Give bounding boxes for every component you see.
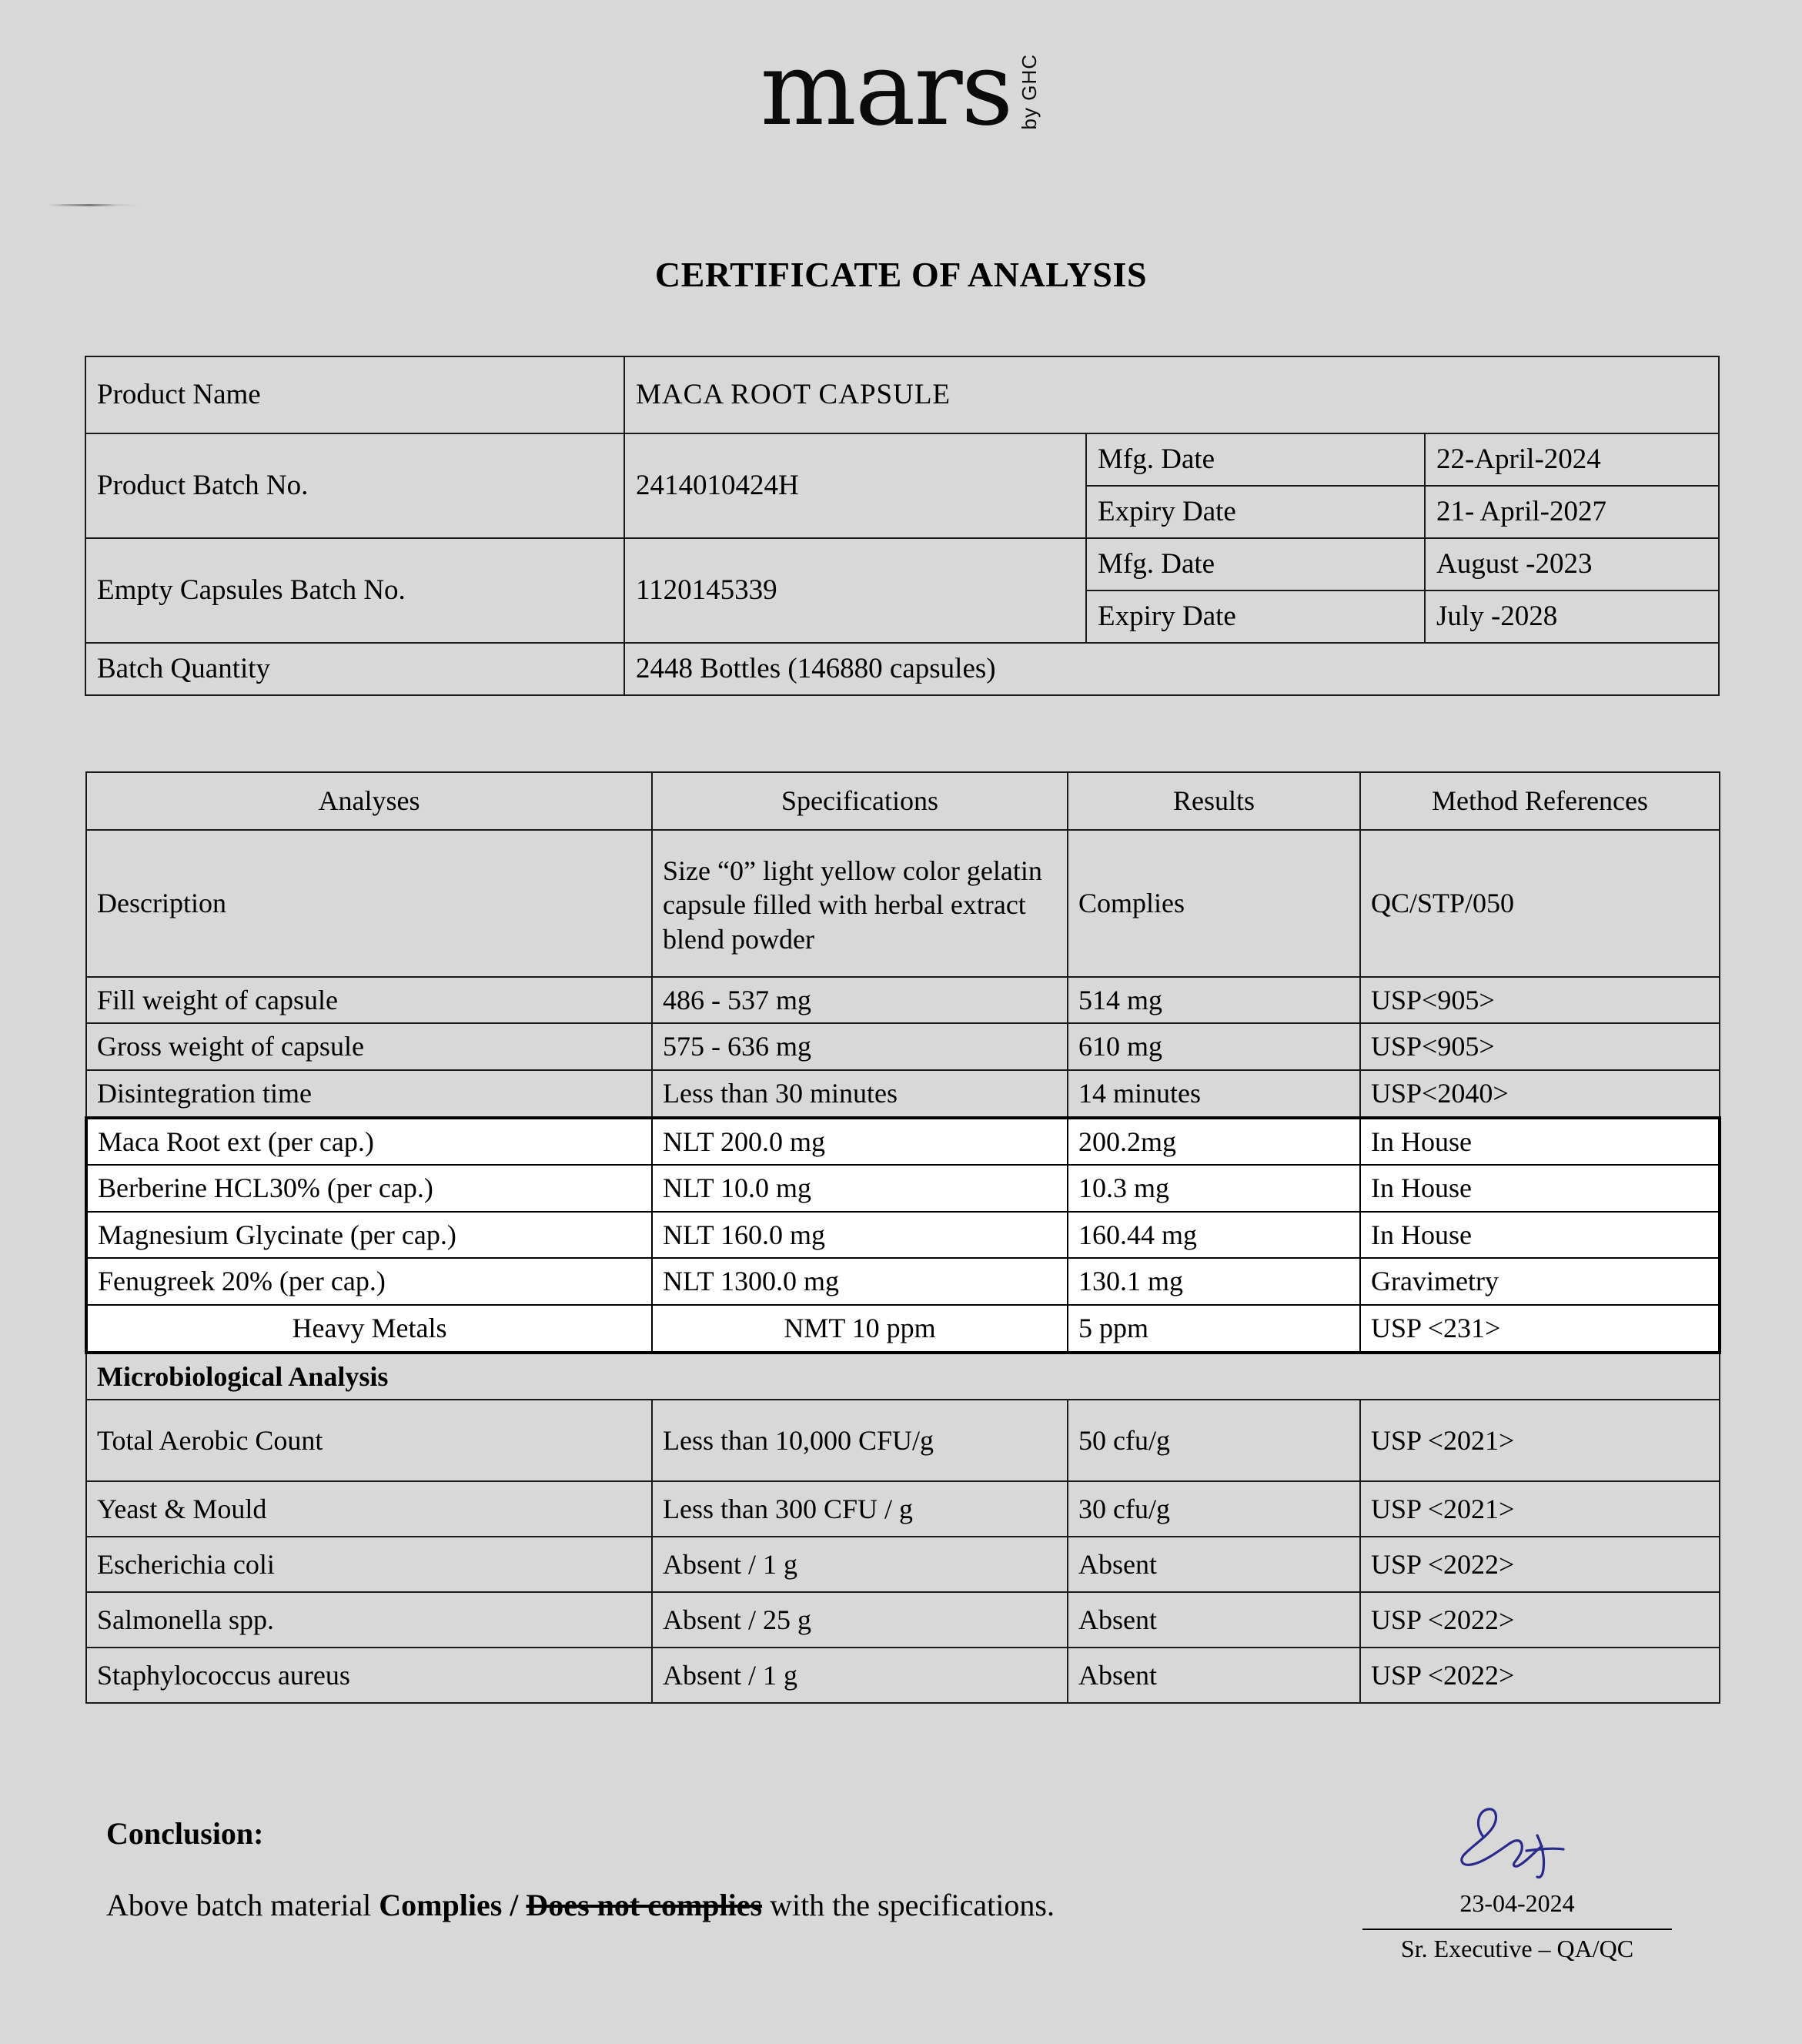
conclusion-statement <box>106 1887 1055 1923</box>
analysis-name: Fill weight of capsule <box>86 977 652 1024</box>
analysis-method: In House <box>1360 1118 1720 1166</box>
analysis-specification: Less than 30 minutes <box>652 1070 1068 1118</box>
product-batch-label: Product Batch No. <box>85 433 624 538</box>
product-name-label: Product Name <box>85 356 624 433</box>
analysis-method: USP <2022> <box>1360 1592 1720 1648</box>
product-mfg-date-value: 22-April-2024 <box>1425 433 1719 486</box>
product-expiry-date-value: 21- April-2027 <box>1425 486 1719 538</box>
analysis-result: 200.2mg <box>1068 1118 1360 1166</box>
table-row <box>85 538 1719 590</box>
page-title: CERTIFICATE OF ANALYSIS <box>654 255 1148 294</box>
capsule-expiry-date-value: July -2028 <box>1425 590 1719 643</box>
product-name-value: MACA ROOT CAPSULE <box>624 356 1719 433</box>
analysis-result: Absent <box>1068 1537 1360 1592</box>
analysis-name: Yeast & Mould <box>86 1481 652 1537</box>
analysis-method: USP <2022> <box>1360 1537 1720 1592</box>
table-row <box>86 1648 1720 1703</box>
analysis-name: Disintegration time <box>86 1070 652 1118</box>
analysis-specification: NLT 10.0 mg <box>652 1165 1068 1212</box>
analysis-specification: 486 - 537 mg <box>652 977 1068 1024</box>
analysis-method: In House <box>1360 1165 1720 1212</box>
conclusion-suffix: with the specifications. <box>762 1888 1055 1922</box>
analysis-specification: Size “0” light yellow color gelatin capsule filled with herbal extract blend powder <box>652 830 1068 977</box>
analysis-name: Maca Root ext (per cap.) <box>86 1118 652 1166</box>
analysis-name: Total Aerobic Count <box>86 1400 652 1481</box>
analysis-method: In House <box>1360 1212 1720 1259</box>
analysis-specification: 575 - 636 mg <box>652 1023 1068 1070</box>
signature-rule <box>1362 1929 1672 1930</box>
table-row <box>86 1400 1720 1481</box>
microbiological-section-row <box>86 1353 1720 1400</box>
table-row <box>86 1481 1720 1537</box>
analysis-method: Gravimetry <box>1360 1258 1720 1305</box>
signature-block <box>1352 1801 1683 1963</box>
analysis-result: 5 ppm <box>1068 1305 1360 1353</box>
analysis-result: Absent <box>1068 1648 1360 1703</box>
analysis-result: 610 mg <box>1068 1023 1360 1070</box>
table-row <box>85 356 1719 433</box>
scan-artifact-line <box>48 204 140 206</box>
table-row <box>85 643 1719 695</box>
analysis-method: USP<905> <box>1360 1023 1720 1070</box>
analysis-result: 130.1 mg <box>1068 1258 1360 1305</box>
conclusion-heading-colon: : <box>253 1816 264 1851</box>
analysis-result: 10.3 mg <box>1068 1165 1360 1212</box>
conclusion-prefix: Above batch material <box>106 1888 379 1922</box>
analysis-specification: Absent / 25 g <box>652 1592 1068 1648</box>
analysis-specification: Less than 300 CFU / g <box>652 1481 1068 1537</box>
table-row <box>86 1592 1720 1648</box>
column-header-results: Results <box>1068 772 1360 830</box>
product-info-table <box>85 356 1720 696</box>
analysis-specification: Absent / 1 g <box>652 1648 1068 1703</box>
table-row <box>86 1258 1720 1305</box>
handwritten-signature <box>1440 1801 1594 1886</box>
table-row <box>86 977 1720 1024</box>
conclusion-does-not-comply-struck: Does not complies <box>526 1888 763 1922</box>
batch-quantity-label: Batch Quantity <box>85 643 624 695</box>
analysis-method: USP <2021> <box>1360 1400 1720 1481</box>
capsule-mfg-date-value: August -2023 <box>1425 538 1719 590</box>
analysis-result: 14 minutes <box>1068 1070 1360 1118</box>
column-header-specifications: Specifications <box>652 772 1068 830</box>
analysis-specification: NMT 10 ppm <box>652 1305 1068 1353</box>
analysis-name: Magnesium Glycinate (per cap.) <box>86 1212 652 1259</box>
signature-role: Sr. Executive – QA/QC <box>1400 1935 1634 1962</box>
table-row <box>86 830 1720 977</box>
product-batch-value: 2414010424H <box>624 433 1086 538</box>
table-header-row <box>86 772 1720 830</box>
brand-logo <box>0 30 1802 149</box>
analysis-specification: Absent / 1 g <box>652 1537 1068 1592</box>
conclusion-complies: Complies <box>379 1888 503 1922</box>
analysis-specification: Less than 10,000 CFU/g <box>652 1400 1068 1481</box>
analysis-specification: NLT 1300.0 mg <box>652 1258 1068 1305</box>
conclusion-separator: / <box>502 1888 527 1922</box>
analysis-name: Fenugreek 20% (per cap.) <box>86 1258 652 1305</box>
analysis-specification: NLT 160.0 mg <box>652 1212 1068 1259</box>
table-row <box>86 1305 1720 1353</box>
analyses-results-table <box>85 771 1721 1704</box>
analysis-method: USP<2040> <box>1360 1070 1720 1118</box>
column-header-method: Method References <box>1360 772 1720 830</box>
table-row <box>86 1212 1720 1259</box>
analysis-name: Salmonella spp. <box>86 1592 652 1648</box>
table-row <box>86 1537 1720 1592</box>
analysis-name: Heavy Metals <box>86 1305 652 1353</box>
analysis-result: Complies <box>1068 830 1360 977</box>
product-expiry-date-label: Expiry Date <box>1086 486 1425 538</box>
analysis-method: USP <2022> <box>1360 1648 1720 1703</box>
analysis-method: USP <2021> <box>1360 1481 1720 1537</box>
table-row <box>86 1070 1720 1118</box>
analysis-result: Absent <box>1068 1592 1360 1648</box>
analysis-result: 30 cfu/g <box>1068 1481 1360 1537</box>
product-mfg-date-label: Mfg. Date <box>1086 433 1425 486</box>
analysis-name: Gross weight of capsule <box>86 1023 652 1070</box>
analysis-name: Berberine HCL30% (per cap.) <box>86 1165 652 1212</box>
table-row <box>86 1118 1720 1166</box>
conclusion-section <box>106 1815 1055 1923</box>
capsule-expiry-date-label: Expiry Date <box>1086 590 1425 643</box>
analysis-name: Escherichia coli <box>86 1537 652 1592</box>
analysis-result: 514 mg <box>1068 977 1360 1024</box>
conclusion-heading-text: Conclusion <box>106 1816 254 1851</box>
analysis-method: USP <231> <box>1360 1305 1720 1353</box>
analysis-method: USP<905> <box>1360 977 1720 1024</box>
analysis-name: Description <box>86 830 652 977</box>
empty-capsule-batch-label: Empty Capsules Batch No. <box>85 538 624 643</box>
microbiological-section-label: Microbiological Analysis <box>86 1353 1720 1400</box>
table-row <box>86 1165 1720 1212</box>
conclusion-heading <box>106 1815 1055 1852</box>
signature-date: 23-04-2024 <box>1459 1889 1575 1917</box>
analysis-result: 50 cfu/g <box>1068 1400 1360 1481</box>
brand-logo-subtext: by GHC <box>1018 54 1041 130</box>
analysis-method: QC/STP/050 <box>1360 830 1720 977</box>
empty-capsule-batch-value: 1120145339 <box>624 538 1086 643</box>
capsule-mfg-date-label: Mfg. Date <box>1086 538 1425 590</box>
table-row <box>86 1023 1720 1070</box>
analysis-result: 160.44 mg <box>1068 1212 1360 1259</box>
batch-quantity-value: 2448 Bottles (146880 capsules) <box>624 643 1719 695</box>
analysis-name: Staphylococcus aureus <box>86 1648 652 1703</box>
analysis-specification: NLT 200.0 mg <box>652 1118 1068 1166</box>
brand-logo-wordmark: mars <box>760 30 1012 149</box>
column-header-analyses: Analyses <box>86 772 652 830</box>
table-row <box>85 433 1719 486</box>
